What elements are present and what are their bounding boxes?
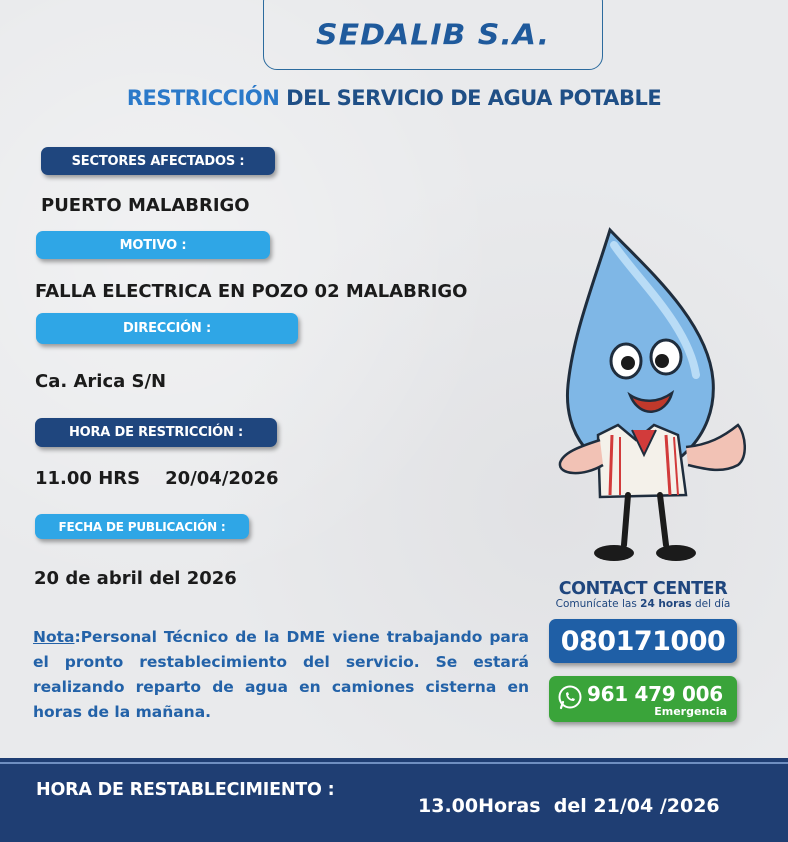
direccion-value: Ca. Arica S/N <box>35 371 167 392</box>
fecha-publicacion-value: 20 de abril del 2026 <box>34 568 237 589</box>
contact-center-subtitle <box>548 598 738 610</box>
nota-paragraph <box>33 625 529 725</box>
contact-sub-post: del día <box>691 598 731 610</box>
restablecimiento-value: 13.00Horas del 21/04 /2026 <box>418 795 720 817</box>
nota-text: :Personal Técnico de la DME viene trabajando para el pronto restablecimiento del servicio. Se estará realizando reparto de agua en camiones cisterna en horas de la mañana. <box>33 628 529 721</box>
motivo-label: MOTIVO : <box>36 231 270 259</box>
contact-sub-bold: 24 horas <box>640 598 692 610</box>
emergency-label: Emergencia <box>654 705 727 718</box>
title-rest: DEL SERVICIO DE AGUA POTABLE <box>279 86 662 110</box>
sectores-value: PUERTO MALABRIGO <box>41 195 250 216</box>
hora-restriccion-label: HORA DE RESTRICCIÓN : <box>35 418 277 447</box>
phone-number-button[interactable]: 080171000 <box>549 619 737 663</box>
whatsapp-icon <box>557 684 583 710</box>
brand-logo: SEDALIB S.A. <box>316 18 550 53</box>
whatsapp-number: 961 479 006 <box>587 682 723 706</box>
title-accent: RESTRICCIÓN <box>126 86 280 110</box>
nota-prefix: Nota <box>33 628 75 646</box>
footer-divider <box>0 762 788 764</box>
fecha-publicacion-label: FECHA DE PUBLICACIÓN : <box>35 514 249 539</box>
direccion-label: DIRECCIÓN : <box>36 313 298 344</box>
restablecimiento-label: HORA DE RESTABLECIMIENTO : <box>36 780 335 800</box>
page-title <box>0 86 788 110</box>
sectores-label: SECTORES AFECTADOS : <box>41 147 275 175</box>
whatsapp-button[interactable] <box>549 676 737 722</box>
water-drop-mascot <box>548 225 753 565</box>
hora-restriccion-value: 11.00 HRS 20/04/2026 <box>35 468 279 489</box>
motivo-value: FALLA ELECTRICA EN POZO 02 MALABRIGO <box>35 281 468 302</box>
contact-sub-pre: Comunícate las <box>555 598 641 610</box>
contact-center-title: CONTACT CENTER <box>558 579 728 599</box>
